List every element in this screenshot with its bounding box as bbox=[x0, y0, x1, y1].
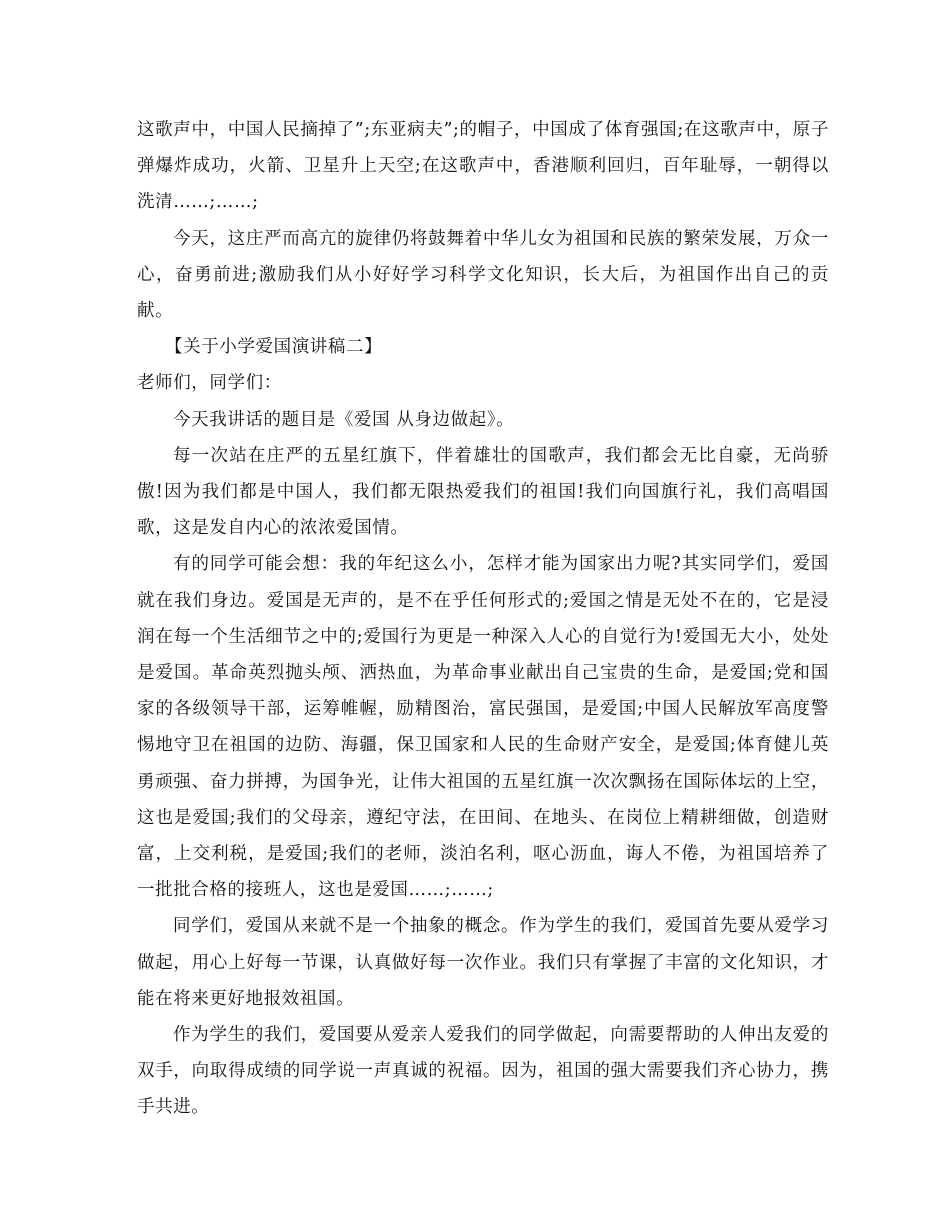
paragraph-study: 同学们，爱国从来就不是一个抽象的概念。作为学生的我们，爱国首先要从爱学习做起，用心上好每一节课，认真做好每一次作业。我们只有掌握了丰富的文化知识，才能在将来更好地报效祖国。 bbox=[137, 916, 829, 1009]
paragraph-today: 今天，这庄严而高亢的旋律仍将鼓舞着中华儿女为祖国和民族的繁荣发展，万众一心，奋勇前进;激励我们从小好好学习科学文化知识，长大后，为祖国作出自己的贡献。 bbox=[137, 228, 829, 322]
greeting-line: 老师们，同学们： bbox=[137, 373, 282, 394]
paragraph-flag: 每一次站在庄严的五星红旗下，伴着雄壮的国歌声，我们都会无比自豪，无尚骄傲!因为我们都是中国人，我们都无限热爱我们的祖国!我们向国旗行礼，我们高唱国歌，这是发自内心的浓浓爱国情。 bbox=[137, 445, 829, 539]
paragraph-classmates: 作为学生的我们，爱国要从爱亲人爱我们的同学做起，向需要帮助的人伸出友爱的双手，向取得成绩的同学说一声真诚的祝福。因为，祖国的强大需要我们齐心协力，携手共进。 bbox=[137, 1025, 829, 1118]
paragraph-continuation: 这歌声中，中国人民摘掉了”;东亚病夫”;的帽子，中国成了体育强国;在这歌声中，原子弹爆炸成功，火箭、卫星升上天空;在这歌声中，香港顺利回归，百年耻辱，一朝得以洗清……;……; bbox=[137, 120, 829, 213]
document-body bbox=[137, 112, 829, 1126]
paragraph-topic: 今天我讲话的题目是《爱国 从身边做起》。 bbox=[173, 409, 515, 430]
section-heading: 【关于小学爱国演讲稿二】 bbox=[165, 337, 383, 358]
paragraph-everywhere: 有的同学可能会想：我的年纪这么小，怎样才能为国家出力呢?其实同学们，爱国就在我们身边。爱国是无声的，是不在乎任何形式的;爱国之情是无处不在的，它是浸润在每一个生活细节之中的;爱国行为更是一种深入人心的自觉行为!爱国无大小，处处是爱国。革命英烈抛头颅、洒热血，为革命事业献出自己宝贵的生命，是爱国;党和国家的各级领导干部，运筹帷幄，励精图治，富民强国，是爱国;中国人民解放军高度警惕地守卫在祖国的边防、海疆，保卫国家和人民的生命财产安全，是爱国;体育健儿英勇顽强、奋力拼搏，为国争光，让伟大祖国的五星红旗一次次飘扬在国际体坛的上空，这也是爱国;我们的父母亲，遵纪守法，在田间、在地头、在岗位上精耕细做，创造财富，上交利税，是爱国;我们的老师，淡泊名利，呕心沥血，诲人不倦，为祖国培养了一批批合格的接班人，这也是爱国……;……; bbox=[137, 554, 829, 901]
